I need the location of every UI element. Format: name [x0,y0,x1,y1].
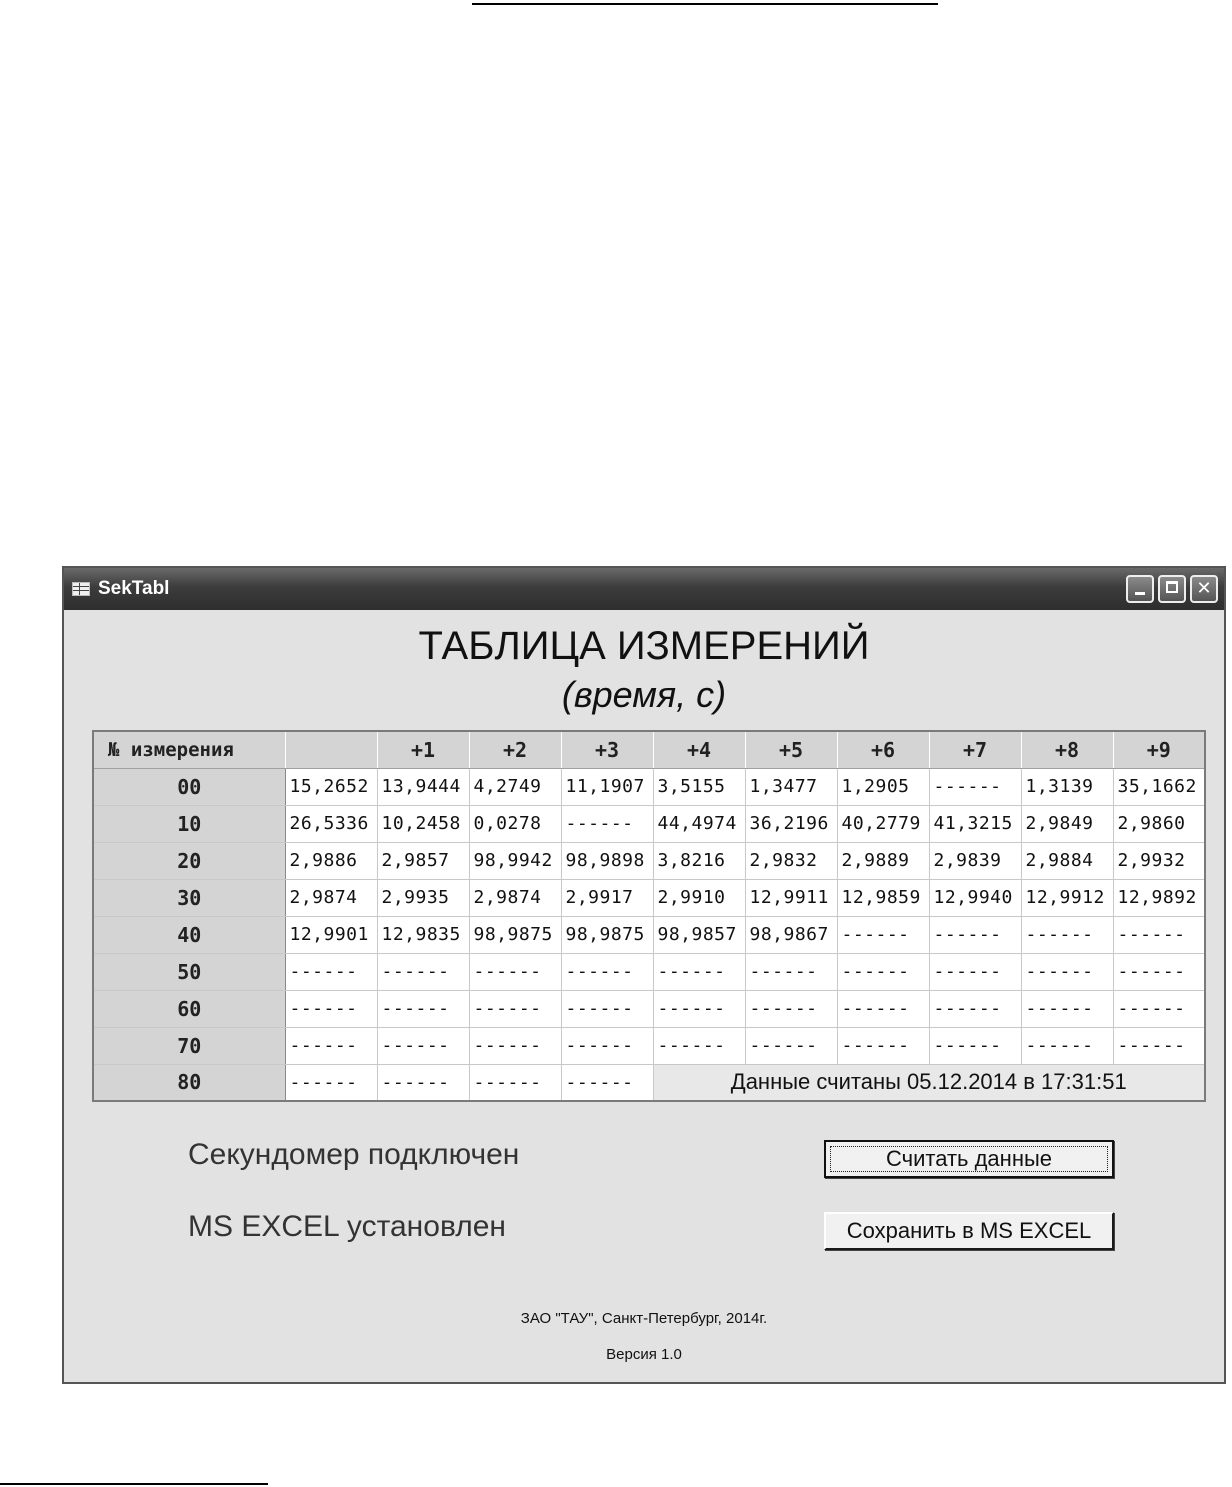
table-cell[interactable]: ------ [837,953,929,990]
table-cell[interactable]: ------ [377,1064,469,1101]
column-header: +9 [1113,731,1205,768]
page-bottom-rule [0,1483,268,1485]
table-cell[interactable]: ------ [285,1064,377,1101]
column-header: +6 [837,731,929,768]
table-cell[interactable]: ------ [837,916,929,953]
table-cell[interactable]: ------ [285,1027,377,1064]
minimize-icon [1135,592,1145,595]
table-cell[interactable]: ------ [377,1027,469,1064]
footer-version: Версия 1.0 [606,1346,682,1363]
table-row [93,768,1205,805]
table-cell[interactable]: ------ [469,1027,561,1064]
table-cell[interactable]: ------ [837,1027,929,1064]
table-cell[interactable]: ------ [929,953,1021,990]
column-header [285,731,377,768]
table-cell[interactable]: 2,9874 [285,879,377,916]
table-cell[interactable]: 36,2196 [745,805,837,842]
table-cell[interactable]: ------ [929,990,1021,1027]
measurements-table[interactable] [92,730,1206,1102]
save-to-excel-button[interactable]: Сохранить в MS EXCEL [824,1212,1114,1250]
table-cell[interactable]: 98,9875 [561,916,653,953]
table-cell[interactable]: 98,9942 [469,842,561,879]
table-cell[interactable]: 2,9857 [377,842,469,879]
table-cell[interactable]: 12,9859 [837,879,929,916]
column-header: +7 [929,731,1021,768]
table-cell[interactable]: 0,0278 [469,805,561,842]
row-header: 20 [93,842,285,879]
row-header: 00 [93,768,285,805]
table-cell[interactable]: ------ [561,953,653,990]
table-row [93,990,1205,1027]
table-row [93,879,1205,916]
table-cell[interactable]: 35,1662 [1113,768,1205,805]
table-cell[interactable]: 3,5155 [653,768,745,805]
table-cell[interactable]: 12,9835 [377,916,469,953]
table-cell[interactable]: 26,5336 [285,805,377,842]
table-cell[interactable]: ------ [1021,1027,1113,1064]
table-cell[interactable]: 12,9892 [1113,879,1205,916]
close-button[interactable] [1190,575,1218,603]
table-cell[interactable]: 2,9932 [1113,842,1205,879]
page-title: ТАБЛИЦА ИЗМЕРЕНИЙ [418,624,870,668]
table-cell[interactable]: 1,2905 [837,768,929,805]
table-cell[interactable]: 2,9889 [837,842,929,879]
table-cell[interactable]: ------ [469,1064,561,1101]
client-area [64,610,1224,1382]
row-header: 40 [93,916,285,953]
table-cell[interactable]: ------ [929,768,1021,805]
close-icon: ✕ [1196,578,1212,599]
excel-status: MS EXCEL установлен [188,1210,506,1243]
table-cell[interactable]: 12,9901 [285,916,377,953]
table-cell[interactable]: ------ [561,1027,653,1064]
table-cell[interactable]: ------ [377,953,469,990]
row-header: 10 [93,805,285,842]
window-title: SekTabl [98,578,170,599]
column-header: +8 [1021,731,1113,768]
table-cell[interactable]: ------ [1021,990,1113,1027]
read-data-label: Считать данные [885,1146,1053,1171]
maximize-button[interactable] [1158,575,1186,603]
table-cell[interactable]: ------ [377,990,469,1027]
table-row [93,1064,1205,1101]
table-cell[interactable]: ------ [653,953,745,990]
table-cell[interactable]: ------ [561,1064,653,1101]
table-cell[interactable]: 13,9444 [377,768,469,805]
read-data-button[interactable] [824,1140,1114,1178]
table-cell[interactable]: ------ [745,990,837,1027]
table-cell[interactable]: 98,9898 [561,842,653,879]
row-header: 80 [93,1064,285,1101]
footer-company: ЗАО "ТАУ", Санкт-Петербург, 2014г. [520,1310,768,1327]
table-cell[interactable]: ------ [929,916,1021,953]
table-cell[interactable]: ------ [837,990,929,1027]
column-header: +2 [469,731,561,768]
table-cell[interactable]: ------ [561,805,653,842]
table-cell[interactable]: ------ [285,990,377,1027]
maximize-icon [1166,581,1178,593]
table-cell[interactable]: 12,9912 [1021,879,1113,916]
table-cell[interactable]: ------ [285,953,377,990]
row-header: 30 [93,879,285,916]
table-cell[interactable]: 2,9917 [561,879,653,916]
table-header-row [93,731,1205,768]
table-cell[interactable]: 10,2458 [377,805,469,842]
table-cell[interactable]: ------ [1021,953,1113,990]
table-cell[interactable]: 44,4974 [653,805,745,842]
table-cell[interactable]: ------ [929,1027,1021,1064]
table-cell[interactable]: 2,9910 [653,879,745,916]
table-cell[interactable]: ------ [469,953,561,990]
table-cell[interactable]: 98,9875 [469,916,561,953]
table-cell[interactable]: ------ [1113,953,1205,990]
minimize-button[interactable] [1126,575,1154,603]
table-cell[interactable]: ------ [1113,990,1205,1027]
table-cell[interactable]: 2,9832 [745,842,837,879]
table-cell[interactable]: ------ [1113,916,1205,953]
table-row [93,805,1205,842]
table-cell[interactable]: 2,9884 [1021,842,1113,879]
table-cell[interactable]: 2,9860 [1113,805,1205,842]
table-cell[interactable]: 2,9839 [929,842,1021,879]
table-cell[interactable]: 3,8216 [653,842,745,879]
table-cell[interactable]: ------ [469,990,561,1027]
table-cell[interactable]: 15,2652 [285,768,377,805]
column-header: +3 [561,731,653,768]
table-cell[interactable]: 98,9867 [745,916,837,953]
header-measurement-number: № измерения [93,731,285,768]
row-header: 70 [93,1027,285,1064]
table-cell[interactable]: ------ [1113,1027,1205,1064]
table-row [93,916,1205,953]
row-header: 50 [93,953,285,990]
table-cell[interactable]: 11,1907 [561,768,653,805]
table-cell[interactable]: ------ [653,1027,745,1064]
table-row [93,842,1205,879]
app-window [62,566,1226,1384]
table-cell[interactable]: ------ [745,953,837,990]
table-icon [72,582,90,596]
table-cell[interactable]: 2,9886 [285,842,377,879]
table-row [93,953,1205,990]
table-cell[interactable]: 12,9911 [745,879,837,916]
page-top-rule [472,3,938,5]
page-subtitle: (время, с) [561,674,727,715]
table-cell[interactable]: 98,9857 [653,916,745,953]
title-bar[interactable] [64,568,1224,610]
table-row [93,1027,1205,1064]
table-cell[interactable]: 2,9874 [469,879,561,916]
table-cell[interactable]: ------ [745,1027,837,1064]
row-header: 60 [93,990,285,1027]
column-header: +5 [745,731,837,768]
table-cell[interactable]: 2,9935 [377,879,469,916]
table-cell[interactable]: 1,3477 [745,768,837,805]
table-cell[interactable]: 1,3139 [1021,768,1113,805]
stopwatch-status: Секундомер подключен [188,1138,520,1171]
table-cell[interactable]: 41,3215 [929,805,1021,842]
table-body [93,768,1205,1101]
table-cell[interactable]: ------ [653,990,745,1027]
table-cell[interactable]: 2,9849 [1021,805,1113,842]
table-cell[interactable]: ------ [1021,916,1113,953]
table-cell[interactable]: 40,2779 [837,805,929,842]
column-header: +1 [377,731,469,768]
data-read-status: Данные считаны 05.12.2014 в 17:31:51 [653,1064,1205,1101]
column-header: +4 [653,731,745,768]
table-cell[interactable]: 12,9940 [929,879,1021,916]
table-cell[interactable]: ------ [561,990,653,1027]
table-cell[interactable]: 4,2749 [469,768,561,805]
